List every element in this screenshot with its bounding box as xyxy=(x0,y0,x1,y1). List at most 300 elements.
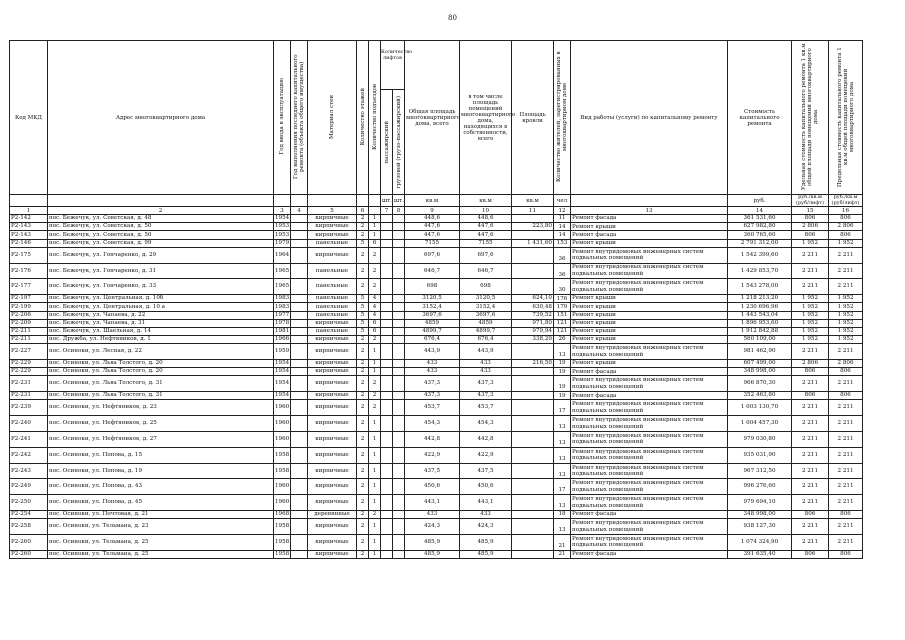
cell-lift-passenger xyxy=(381,279,393,295)
table-row xyxy=(10,368,863,376)
cell-entrances: 1 xyxy=(369,447,381,463)
cell-work: Ремонт внутридомовых инженерных систем подвальных помещений xyxy=(571,432,728,448)
cell-unit-cost: 2 211 xyxy=(792,344,829,360)
cell-code: Р2-211 xyxy=(10,327,48,335)
cell-last-repair xyxy=(291,416,308,432)
cell-owned-area: 485,9 xyxy=(460,534,512,550)
cell-last-repair xyxy=(291,223,308,231)
cell-residents: 17 xyxy=(554,400,571,416)
cell-owned-area: 422,9 xyxy=(460,447,512,463)
cell-work: Ремонт внутридомовых инженерных систем подвальных помещений xyxy=(571,519,728,535)
cell-material: кирпичные xyxy=(308,416,357,432)
unit-total-area: кв.м xyxy=(405,195,460,207)
table-row xyxy=(10,416,863,432)
cell-last-repair xyxy=(291,400,308,416)
cell-address: пос. Осиноки, ул. Льва Толстого, д. 20 xyxy=(48,368,274,376)
cell-last-repair xyxy=(291,336,308,344)
cell-unit-cost: 2 211 xyxy=(792,400,829,416)
cell-year: 1960 xyxy=(274,416,291,432)
cell-lift-passenger xyxy=(381,223,393,231)
header-owned-area: в том числе площадь помещений многоквартирного дома, находящихся в собственности, всего xyxy=(460,41,512,195)
cell-code: Р2-227 xyxy=(10,344,48,360)
cell-owned-area: 676,4 xyxy=(460,336,512,344)
cell-entrances: 1 xyxy=(369,550,381,558)
cell-max-cost: 806 xyxy=(829,368,863,376)
cell-code: Р2-231 xyxy=(10,376,48,392)
cell-floors: 2 xyxy=(357,336,369,344)
cell-cost: 1 074 324,90 xyxy=(728,534,792,550)
cell-max-cost: 2 806 xyxy=(829,223,863,231)
table-row xyxy=(10,311,863,319)
header-year: Год ввода в эксплуатацию xyxy=(279,78,285,155)
cell-lift-cargo xyxy=(393,231,405,239)
header-address: Адрес многоквартирного дома xyxy=(48,41,274,195)
cell-roof-area xyxy=(512,392,554,400)
cell-residents: 11 xyxy=(554,215,571,223)
cell-address: пос. Бежечук, ул. Советская, д. 50 xyxy=(48,223,274,231)
cell-lift-cargo xyxy=(393,336,405,344)
cell-lift-cargo xyxy=(393,263,405,279)
cell-max-cost: 806 xyxy=(829,215,863,223)
cell-work: Ремонт фасада xyxy=(571,215,728,223)
cell-owned-area: 433 xyxy=(460,511,512,519)
cell-code: Р2-254 xyxy=(10,511,48,519)
cell-lift-cargo xyxy=(393,247,405,263)
cell-floors: 5 xyxy=(357,239,369,247)
cell-lift-cargo xyxy=(393,279,405,295)
header-row xyxy=(10,41,863,195)
cell-lift-cargo xyxy=(393,534,405,550)
cell-lift-cargo xyxy=(393,215,405,223)
cell-floors: 2 xyxy=(357,447,369,463)
cell-lift-cargo xyxy=(393,344,405,360)
cell-last-repair xyxy=(291,344,308,360)
cell-max-cost: 806 xyxy=(829,511,863,519)
cell-cost: 966 870,30 xyxy=(728,376,792,392)
cell-lift-cargo xyxy=(393,295,405,303)
table-row xyxy=(10,432,863,448)
cell-owned-area: 4859 xyxy=(460,319,512,327)
cell-lift-cargo xyxy=(393,463,405,479)
cell-code: Р2-258 xyxy=(10,519,48,535)
cell-code: Р2-177 xyxy=(10,279,48,295)
cell-residents: 13 xyxy=(554,447,571,463)
cell-unit-cost: 1 952 xyxy=(792,336,829,344)
cell-address: пос. Осиноки, ул. Нефтяников, д. 27 xyxy=(48,432,274,448)
cell-cost: 979 030,80 xyxy=(728,432,792,448)
table-row xyxy=(10,519,863,535)
cell-floors: 2 xyxy=(357,368,369,376)
cell-roof-area xyxy=(512,368,554,376)
cell-floors: 5 xyxy=(357,295,369,303)
column-number: 6 xyxy=(357,207,369,215)
column-number: 13 xyxy=(571,207,728,215)
cell-work: Ремонт фасада xyxy=(571,392,728,400)
cell-year: 1965 xyxy=(274,263,291,279)
cell-work: Ремонт фасада xyxy=(571,231,728,239)
cell-owned-area: 443,9 xyxy=(460,344,512,360)
cell-roof-area: 624,10 xyxy=(512,295,554,303)
units-row xyxy=(10,195,863,207)
cell-code: Р2-199 xyxy=(10,303,48,311)
cell-material: кирпичные xyxy=(308,223,357,231)
cell-year: 1964 xyxy=(274,247,291,263)
cell-last-repair xyxy=(291,319,308,327)
table-row xyxy=(10,400,863,416)
cell-address: пос. Бежечук, ул. Советская, д. 48 xyxy=(48,215,274,223)
cell-residents: 21 xyxy=(554,534,571,550)
cell-material: кирпичные xyxy=(308,231,357,239)
cell-floors: 2 xyxy=(357,215,369,223)
cell-roof-area xyxy=(512,400,554,416)
cell-address: пос. Осиноки, ул. Льва Толстого, д. 31 xyxy=(48,392,274,400)
header-cost: Стоимость капитального ремонта xyxy=(728,41,792,195)
cell-work: Ремонт крыши xyxy=(571,295,728,303)
cell-year: 1960 xyxy=(274,479,291,495)
cell-code: Р2-229 xyxy=(10,360,48,368)
cell-work: Ремонт внутридомовых инженерных систем подвальных помещений xyxy=(571,344,728,360)
cell-address: пос. Бежечук, ул. Гончаренко, д. 31 xyxy=(48,263,274,279)
cell-lift-cargo xyxy=(393,447,405,463)
unit-owned-area: кв.м xyxy=(460,195,512,207)
cell-cost: 348 998,00 xyxy=(728,368,792,376)
table-row xyxy=(10,360,863,368)
cell-year: 1983 xyxy=(275,303,290,310)
cell-address: пос. Бежечук, ул. Гончаренко, д. 33 xyxy=(48,279,274,295)
cell-address: пос. Осиноки, ул. Тельмана, д. 23 xyxy=(48,519,274,535)
cell-code: Р2-197 xyxy=(10,295,48,303)
cell-lift-passenger xyxy=(381,463,393,479)
cell-code: Р2-250 xyxy=(10,495,48,511)
cell-total-area: 485,9 xyxy=(405,534,460,550)
cell-address: пос. Бежечук, ул. Чапаева, д. 22 xyxy=(48,311,274,319)
header-unit-cost: Удельная стоимость капитального ремонта 1 кв.м общей площади помещений многоквартирного дома xyxy=(801,43,819,190)
cell-unit-cost: 2 211 xyxy=(792,463,829,479)
cell-entrances: 1 xyxy=(369,432,381,448)
cell-lift-cargo xyxy=(393,392,405,400)
cell-code: Р2-243 xyxy=(10,463,48,479)
cell-owned-area: 437,3 xyxy=(460,392,512,400)
cell-max-cost: 2 211 xyxy=(829,495,863,511)
cell-cost: 1 004 457,30 xyxy=(728,416,792,432)
cell-max-cost: 1 952 xyxy=(829,295,863,303)
header-max-cost: Предельная стоимость капитального ремонта 1 кв.м общей площади помещений многоквартирного дома xyxy=(836,46,855,187)
cell-lift-passenger xyxy=(381,376,393,392)
cell-cost: 935 031,90 xyxy=(728,447,792,463)
cell-floors: 2 xyxy=(357,550,369,558)
cell-address: пос. Осиноки, ул. Нефтяников, д. 25 xyxy=(48,416,274,432)
cell-cost: 1 429 853,70 xyxy=(728,263,792,279)
cell-lift-passenger xyxy=(381,534,393,550)
cell-entrances: 1 xyxy=(369,231,381,239)
cell-total-area: 433 xyxy=(405,368,460,376)
cell-residents: 14 xyxy=(554,231,571,239)
cell-unit-cost: 2 211 xyxy=(792,519,829,535)
cell-unit-cost: 2 211 xyxy=(792,447,829,463)
cell-unit-cost: 2 806 xyxy=(792,360,829,368)
cell-unit-cost: 806 xyxy=(792,215,829,223)
cell-unit-cost: 2 211 xyxy=(792,479,829,495)
table-row xyxy=(10,392,863,400)
cell-year: 1960 xyxy=(274,432,291,448)
cell-total-area: 454,3 xyxy=(405,416,460,432)
cell-entrances: 2 xyxy=(369,279,381,295)
cell-residents: 36 xyxy=(554,247,571,263)
cell-year: 1954 xyxy=(274,376,291,392)
cell-material: кирпичные xyxy=(308,247,357,263)
cell-address: пос. Бежечук, ул. Центральная, д. 10б xyxy=(48,295,274,303)
cell-lift-passenger xyxy=(381,447,393,463)
table-row xyxy=(10,263,863,279)
cell-lift-passenger xyxy=(381,416,393,432)
cell-floors: 5 xyxy=(357,319,369,327)
cell-year: 1981 xyxy=(275,328,290,335)
cell-roof-area xyxy=(512,263,554,279)
cell-unit-cost: 2 211 xyxy=(792,279,829,295)
column-number: 11 xyxy=(512,207,554,215)
cell-work: Ремонт внутридомовых инженерных систем подвальных помещений xyxy=(571,479,728,495)
cell-total-area: 437,5 xyxy=(405,463,460,479)
cell-floors: 2 xyxy=(357,416,369,432)
cell-material: кирпичные xyxy=(308,447,357,463)
cell-lift-passenger xyxy=(381,479,393,495)
cell-entrances: 2 xyxy=(369,392,381,400)
cell-address: пос. Бежечук, ул. Гончаренко, д. 29 xyxy=(48,247,274,263)
cell-total-area: 443,1 xyxy=(405,495,460,511)
cell-address: пос. Осиноки, ул. Попова, д. 45 xyxy=(48,495,274,511)
table-row xyxy=(10,231,863,239)
cell-work: Ремонт внутридомовых инженерных систем подвальных помещений xyxy=(571,376,728,392)
cell-unit-cost: 1 952 xyxy=(792,239,829,247)
cell-address: пос. Осиноки, ул. Лесная, д. 22 xyxy=(48,344,274,360)
cell-roof-area: 630,48 xyxy=(512,303,554,311)
cell-owned-area: 3152,4 xyxy=(460,303,512,311)
column-number: 9 xyxy=(405,207,460,215)
cell-work: Ремонт фасада xyxy=(571,368,728,376)
cell-lift-cargo xyxy=(393,319,405,327)
cell-cost: 979 694,10 xyxy=(728,495,792,511)
cell-cost: 967 312,50 xyxy=(728,463,792,479)
cell-owned-area: 433 xyxy=(460,368,512,376)
cell-last-repair xyxy=(291,463,308,479)
cell-total-area: 422,9 xyxy=(405,447,460,463)
cell-address: пос. Осиноки, ул. Нефтяников, д. 23 xyxy=(48,400,274,416)
cell-roof-area: 979,94 xyxy=(512,327,554,335)
cell-residents: 19 xyxy=(554,376,571,392)
cell-cost: 391 635,40 xyxy=(728,550,792,558)
cell-year: 1979 xyxy=(275,239,290,246)
cell-max-cost: 2 211 xyxy=(829,479,863,495)
cell-material: кирпичные xyxy=(308,336,357,344)
cell-lift-cargo xyxy=(393,239,405,247)
cell-max-cost: 1 952 xyxy=(829,239,863,247)
cell-owned-area: 433 xyxy=(460,360,512,368)
cell-work: Ремонт крыши xyxy=(571,311,728,319)
cell-work: Ремонт внутридомовых инженерных систем подвальных помещений xyxy=(571,447,728,463)
cell-residents: 179 xyxy=(554,303,571,311)
cell-owned-area: 442,8 xyxy=(460,432,512,448)
cell-max-cost: 2 211 xyxy=(829,376,863,392)
cell-residents: 13 xyxy=(554,416,571,432)
cell-lift-passenger xyxy=(381,311,393,319)
cell-lift-cargo xyxy=(393,432,405,448)
header-total-area: Общая площадь многоквартирного дома, всего xyxy=(405,41,460,195)
table-row xyxy=(10,239,863,247)
cell-total-area: 442,8 xyxy=(405,432,460,448)
cell-lift-passenger xyxy=(381,519,393,535)
cell-entrances: 1 xyxy=(369,344,381,360)
cell-roof-area xyxy=(512,231,554,239)
cell-lift-cargo xyxy=(393,495,405,511)
column-number: 8 xyxy=(393,207,405,215)
cell-lift-cargo xyxy=(393,360,405,368)
cell-address: пос. Осиноки, ул. Попова, д. 15 xyxy=(48,447,274,463)
cell-work: Ремонт крыши xyxy=(571,336,728,344)
cell-year: 1968 xyxy=(275,511,290,518)
cell-address: пос. Бежечук, ул. Советская, д. 50 xyxy=(48,231,274,239)
cell-lift-cargo xyxy=(393,416,405,432)
cell-entrances: 1 xyxy=(369,223,381,231)
cell-unit-cost: 2 211 xyxy=(792,534,829,550)
cell-lift-passenger xyxy=(381,360,393,368)
cell-residents: 19 xyxy=(554,368,571,376)
cell-owned-area: 697,6 xyxy=(460,247,512,263)
cell-lift-cargo xyxy=(393,550,405,558)
header-work-type: Вид работы (услуги) по капитальному ремонту xyxy=(571,41,728,195)
cell-work: Ремонт фасада xyxy=(571,550,728,558)
cell-material: панельные xyxy=(308,327,357,335)
column-number: 2 xyxy=(48,207,274,215)
cell-work: Ремонт внутридомовых инженерных систем подвальных помещений xyxy=(571,279,728,295)
header-entrances: Количество подъездов xyxy=(371,83,378,150)
cell-residents: 121 xyxy=(554,327,571,335)
cell-last-repair xyxy=(291,447,308,463)
cell-address: пос. Осиноки, ул. Льва Толстого, д. 31 xyxy=(48,376,274,392)
cell-material: кирпичные xyxy=(308,550,357,558)
cell-address: пос. Бежечук, ул. Чапаева, д. 31 xyxy=(48,319,274,327)
cell-floors: 2 xyxy=(357,534,369,550)
cell-entrances: 6 xyxy=(369,327,381,335)
cell-total-area: 448,6 xyxy=(405,215,460,223)
cell-lift-passenger xyxy=(381,550,393,558)
cell-residents: 176 xyxy=(554,295,571,303)
cell-roof-area xyxy=(512,495,554,511)
cell-material: кирпичные xyxy=(308,519,357,535)
cell-roof-area xyxy=(512,447,554,463)
table-row xyxy=(10,463,863,479)
cell-cost: 352 463,80 xyxy=(728,392,792,400)
table-row xyxy=(10,247,863,263)
cell-material: кирпичные xyxy=(308,368,357,376)
cell-max-cost: 2 806 xyxy=(829,360,863,368)
cell-last-repair xyxy=(291,360,308,368)
cell-last-repair xyxy=(291,239,308,247)
cell-entrances: 1 xyxy=(369,463,381,479)
cell-entrances: 1 xyxy=(369,534,381,550)
cell-cost: 348 998,00 xyxy=(728,511,792,519)
cell-max-cost: 2 211 xyxy=(829,432,863,448)
cell-roof-area xyxy=(512,432,554,448)
table-row xyxy=(10,327,863,335)
cell-year: 1958 xyxy=(274,447,291,463)
cell-cost: 2 791 312,00 xyxy=(728,239,792,247)
cell-lift-passenger xyxy=(381,511,393,519)
cell-lift-cargo xyxy=(393,223,405,231)
cell-year: 1983 xyxy=(275,295,290,302)
cell-residents: 13 xyxy=(554,463,571,479)
cell-year: 1954 xyxy=(275,360,290,367)
cell-year: 1959 xyxy=(274,344,291,360)
cell-residents: 153 xyxy=(554,239,571,247)
cell-material: деревянные xyxy=(308,511,357,519)
cell-code: Р2-209 xyxy=(10,319,48,327)
cell-material: кирпичные xyxy=(308,495,357,511)
cell-code: Р2-143 xyxy=(10,223,48,231)
cell-lift-cargo xyxy=(393,327,405,335)
cell-code: Р2-242 xyxy=(10,447,48,463)
cell-year: 1958 xyxy=(274,463,291,479)
cell-last-repair xyxy=(291,376,308,392)
cell-lift-passenger xyxy=(381,263,393,279)
cell-address: пос. Осиноки, ул. Тельмана, д. 25 xyxy=(48,534,274,550)
cell-entrances: 1 xyxy=(369,360,381,368)
cell-material: панельные xyxy=(308,295,357,303)
cell-cost: 1 443 543,04 xyxy=(728,311,792,319)
column-number: 1 xyxy=(10,207,48,215)
cell-roof-area: 223,80 xyxy=(512,223,554,231)
cell-max-cost: 2 211 xyxy=(829,247,863,263)
unit-cost: руб. xyxy=(728,195,792,207)
cell-year: 1960 xyxy=(274,400,291,416)
cell-last-repair xyxy=(291,303,308,311)
cell-residents: 14 xyxy=(554,223,571,231)
cell-year: 1965 xyxy=(274,279,291,295)
cell-code: Р2-240 xyxy=(10,416,48,432)
table-row xyxy=(10,447,863,463)
cell-year: 1977 xyxy=(275,311,290,318)
cell-year: 1958 xyxy=(275,550,290,557)
cell-unit-cost: 1 952 xyxy=(792,295,829,303)
cell-lift-passenger xyxy=(381,336,393,344)
cell-material: панельные xyxy=(308,311,357,319)
cell-year: 1958 xyxy=(274,534,291,550)
cell-code: Р2-249 xyxy=(10,479,48,495)
table-row xyxy=(10,495,863,511)
cell-address: пос. Бежечук, ул. Советская, д. 99 xyxy=(48,239,274,247)
cell-lift-cargo xyxy=(393,311,405,319)
cell-last-repair xyxy=(291,534,308,550)
cell-lift-passenger xyxy=(381,495,393,511)
cell-owned-area: 447,6 xyxy=(460,223,512,231)
table-row xyxy=(10,303,863,311)
cell-material: кирпичные xyxy=(308,215,357,223)
column-number: 12 xyxy=(554,207,571,215)
cell-owned-area: 453,7 xyxy=(460,400,512,416)
cell-unit-cost: 806 xyxy=(792,368,829,376)
cell-code: Р2-260 xyxy=(10,550,48,558)
cell-address: пос. Осиноки, ул. Почтовая, д. 21 xyxy=(48,511,274,519)
cell-code: Р2-206 xyxy=(10,311,48,319)
cell-roof-area xyxy=(512,376,554,392)
cell-floors: 2 xyxy=(357,344,369,360)
cell-last-repair xyxy=(291,519,308,535)
cell-total-area: 676,4 xyxy=(405,336,460,344)
cell-unit-cost: 806 xyxy=(792,550,829,558)
cell-cost: 1 896 953,60 xyxy=(728,319,792,327)
cell-last-repair xyxy=(291,231,308,239)
cell-material: панельные xyxy=(308,263,357,279)
cell-last-repair xyxy=(291,392,308,400)
